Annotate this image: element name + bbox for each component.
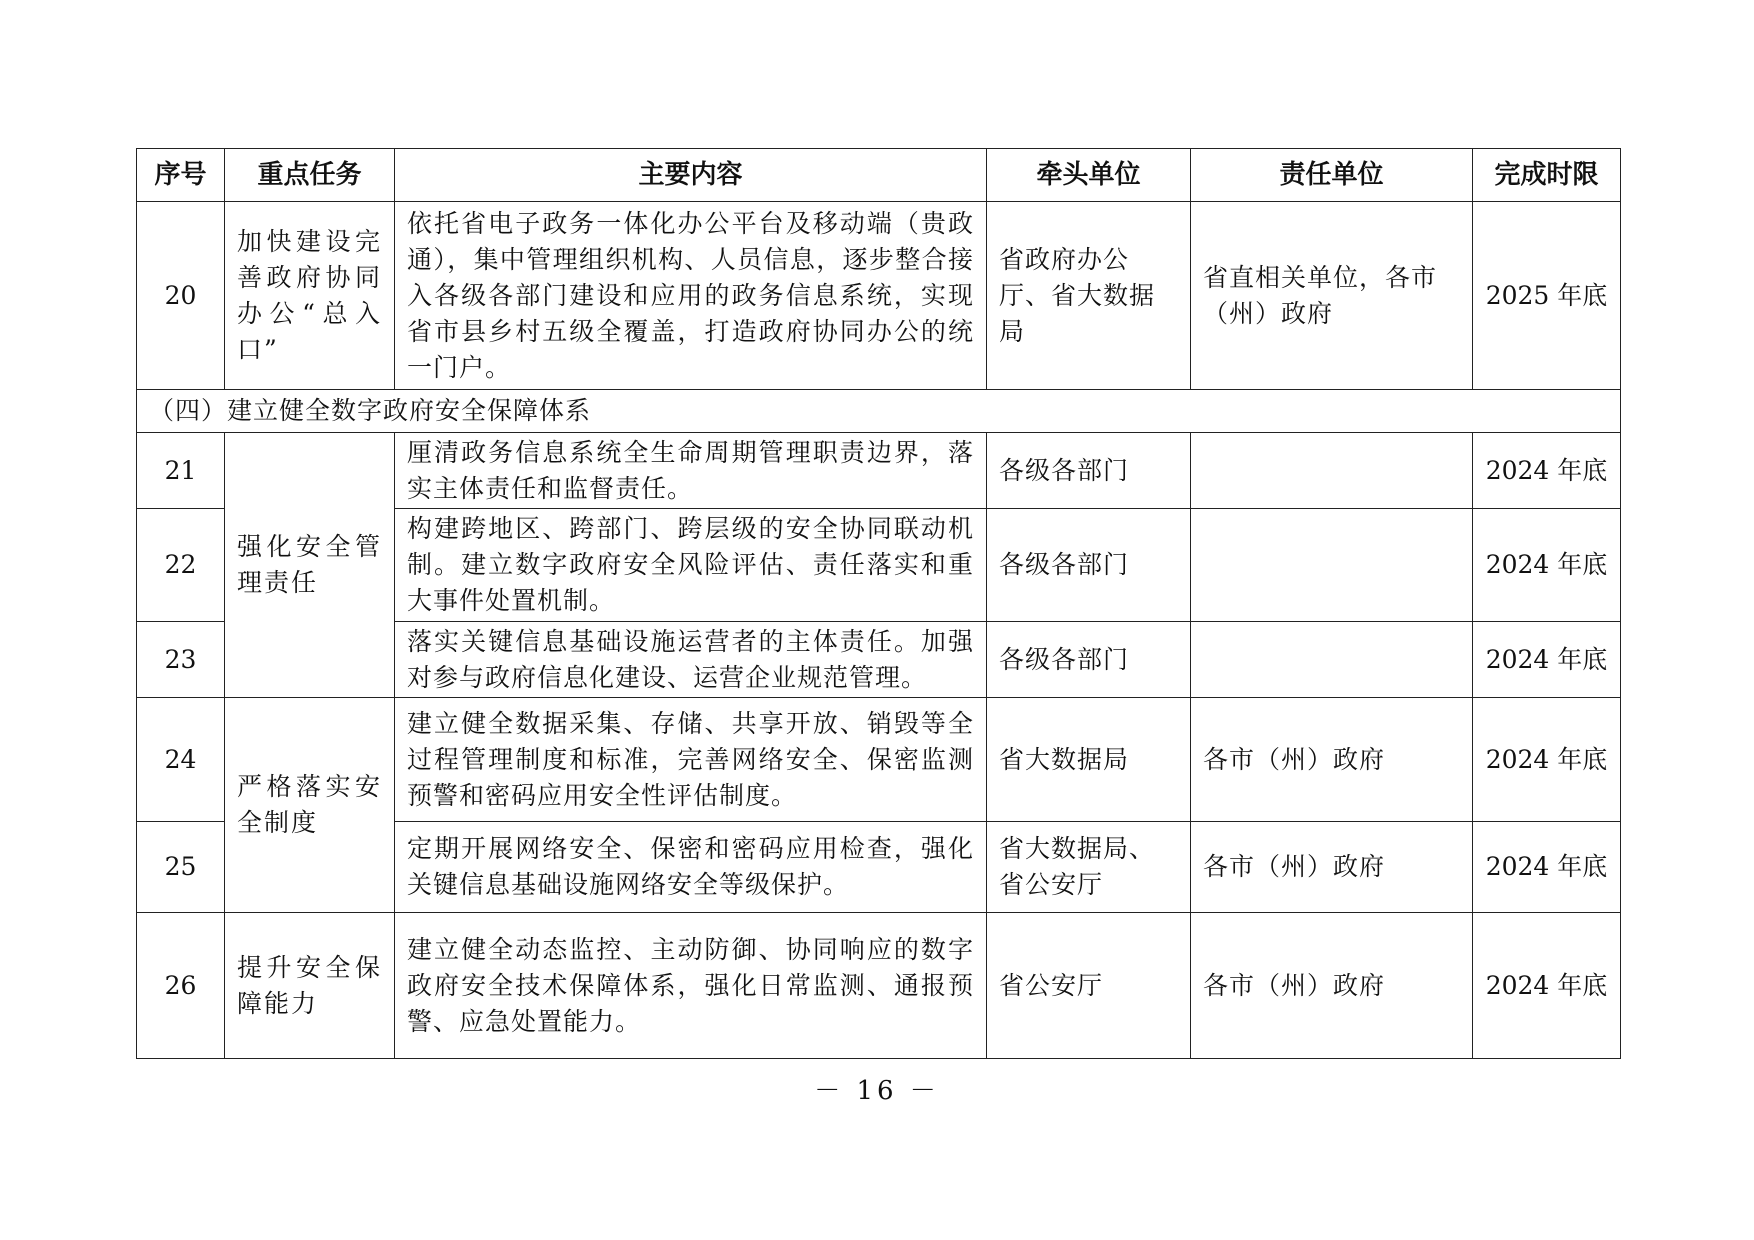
row-content: 落实关键信息基础设施运营者的主体责任。加强对参与政府信息化建设、运营企业规范管理。 [395,622,987,698]
row-time: 2024 年底 [1473,822,1621,913]
row-seq: 26 [137,913,225,1059]
table-row [137,202,1621,390]
row-task: 严格落实安全制度 [225,698,395,913]
row-content: 依托省电子政务一体化办公平台及移动端（贵政通），集中管理组织机构、人员信息，逐步整合接入各级各部门建设和应用的政务信息系统，实现省市县乡村五级全覆盖，打造政府协同办公的统一门户。 [395,202,987,390]
row-resp [1191,622,1473,698]
header-lead: 牵头单位 [987,149,1191,202]
row-time: 2024 年底 [1473,433,1621,509]
page-number: － 16 － [814,1076,940,1106]
row-content: 建立健全数据采集、存储、共享开放、销毁等全过程管理制度和标准，完善网络安全、保密监测预警和密码应用安全性评估制度。 [395,698,987,822]
row-time: 2024 年底 [1473,509,1621,622]
row-time: 2025 年底 [1473,202,1621,390]
row-time: 2024 年底 [1473,698,1621,822]
task-table [136,148,1621,1059]
row-resp: 各市（州）政府 [1191,822,1473,913]
row-content: 构建跨地区、跨部门、跨层级的安全协同联动机制。建立数字政府安全风险评估、责任落实和重大事件处置机制。 [395,509,987,622]
header-task: 重点任务 [225,149,395,202]
row-resp: 各市（州）政府 [1191,698,1473,822]
row-time: 2024 年底 [1473,913,1621,1059]
row-seq: 23 [137,622,225,698]
row-lead: 省公安厅 [987,913,1191,1059]
row-resp [1191,509,1473,622]
row-content: 建立健全动态监控、主动防御、协同响应的数字政府安全技术保障体系，强化日常监测、通报预警、应急处置能力。 [395,913,987,1059]
row-seq: 24 [137,698,225,822]
row-task: 加快建设完善政府协同办公“总入口” [225,202,395,390]
row-lead: 省政府办公厅、省大数据局 [987,202,1191,390]
header-content: 主要内容 [395,149,987,202]
section-title: （四）建立健全数字政府安全保障体系 [137,390,1621,433]
row-lead: 各级各部门 [987,622,1191,698]
row-task: 强化安全管理责任 [225,433,395,698]
row-seq: 21 [137,433,225,509]
section-row [137,390,1621,433]
row-seq: 25 [137,822,225,913]
row-content: 定期开展网络安全、保密和密码应用检查，强化关键信息基础设施网络安全等级保护。 [395,822,987,913]
header-time: 完成时限 [1473,149,1621,202]
row-content: 厘清政务信息系统全生命周期管理职责边界，落实主体责任和监督责任。 [395,433,987,509]
row-time: 2024 年底 [1473,622,1621,698]
table-header-row [137,149,1621,202]
row-resp: 省直相关单位，各市（州）政府 [1191,202,1473,390]
row-lead: 省大数据局、省公安厅 [987,822,1191,913]
table-row [137,433,1621,509]
row-lead: 省大数据局 [987,698,1191,822]
row-resp [1191,433,1473,509]
row-task: 提升安全保障能力 [225,913,395,1059]
table-row [137,698,1621,822]
header-seq: 序号 [137,149,225,202]
row-lead: 各级各部门 [987,433,1191,509]
table-row [137,913,1621,1059]
row-seq: 20 [137,202,225,390]
header-resp: 责任单位 [1191,149,1473,202]
row-resp: 各市（州）政府 [1191,913,1473,1059]
row-lead: 各级各部门 [987,509,1191,622]
row-seq: 22 [137,509,225,622]
